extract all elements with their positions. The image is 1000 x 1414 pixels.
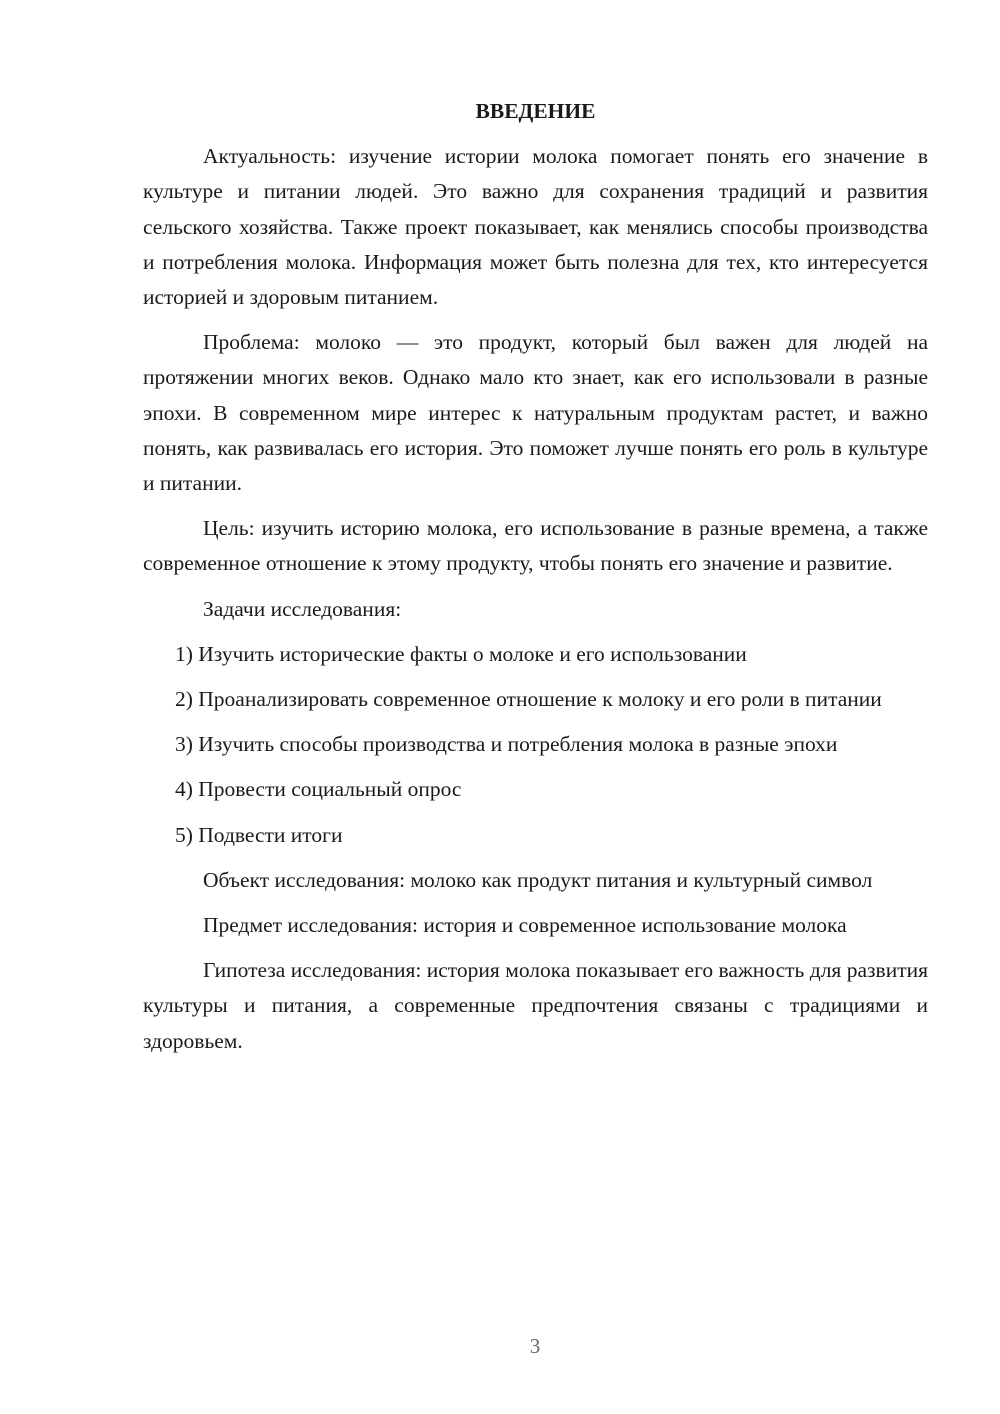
task-item: 4) Провести социальный опрос bbox=[175, 777, 462, 802]
relevance-paragraph: Актуальность: изучение истории молока помогает понять его значение в культуре и питании людей. Это важно для сохранения традиций и развития сельского хозяйства. Также проект показывает, как менялись способы производства и потребления молока. Информация может быть полезна для тех, кто интересуется историей и здоровым питанием. bbox=[143, 144, 928, 310]
goal-paragraph: Цель: изучить историю молока, его использование в разные времена, а также современное отношение к этому продукту, чтобы понять его значение и развитие. bbox=[143, 516, 928, 576]
task-item: 2) Проанализировать современное отношение к молоку и его роли в питании bbox=[175, 687, 882, 712]
subject-paragraph: Предмет исследования: история и современное использование молока bbox=[203, 913, 847, 938]
hypothesis-paragraph: Гипотеза исследования: история молока показывает его важность для развития культуры и питания, а современные предпочтения связаны с традициями и здоровьем. bbox=[143, 958, 928, 1053]
task-item: 5) Подвести итоги bbox=[175, 822, 343, 847]
task-item: 3) Изучить способы производства и потребления молока в разные эпохи bbox=[175, 732, 838, 757]
problem-paragraph: Проблема: молоко — это продукт, который был важен для людей на протяжении многих веков. Однако мало кто знает, как его использовали в разные эпохи. В современном мире интерес к натуральным продуктам растет, и важно понять, как развивалась его история. Это поможет лучше понять его роль в культуре и питании. bbox=[143, 330, 928, 496]
object-paragraph: Объект исследования: молоко как продукт питания и культурный символ bbox=[203, 867, 873, 892]
page-number: 3 bbox=[529, 1334, 541, 1358]
page-content bbox=[143, 94, 928, 1069]
task-item: 1) Изучить исторические факты о молоке и его использовании bbox=[175, 641, 747, 666]
section-title: ВВЕДЕНИЕ bbox=[475, 99, 596, 123]
tasks-heading: Задачи исследования: bbox=[203, 596, 402, 621]
